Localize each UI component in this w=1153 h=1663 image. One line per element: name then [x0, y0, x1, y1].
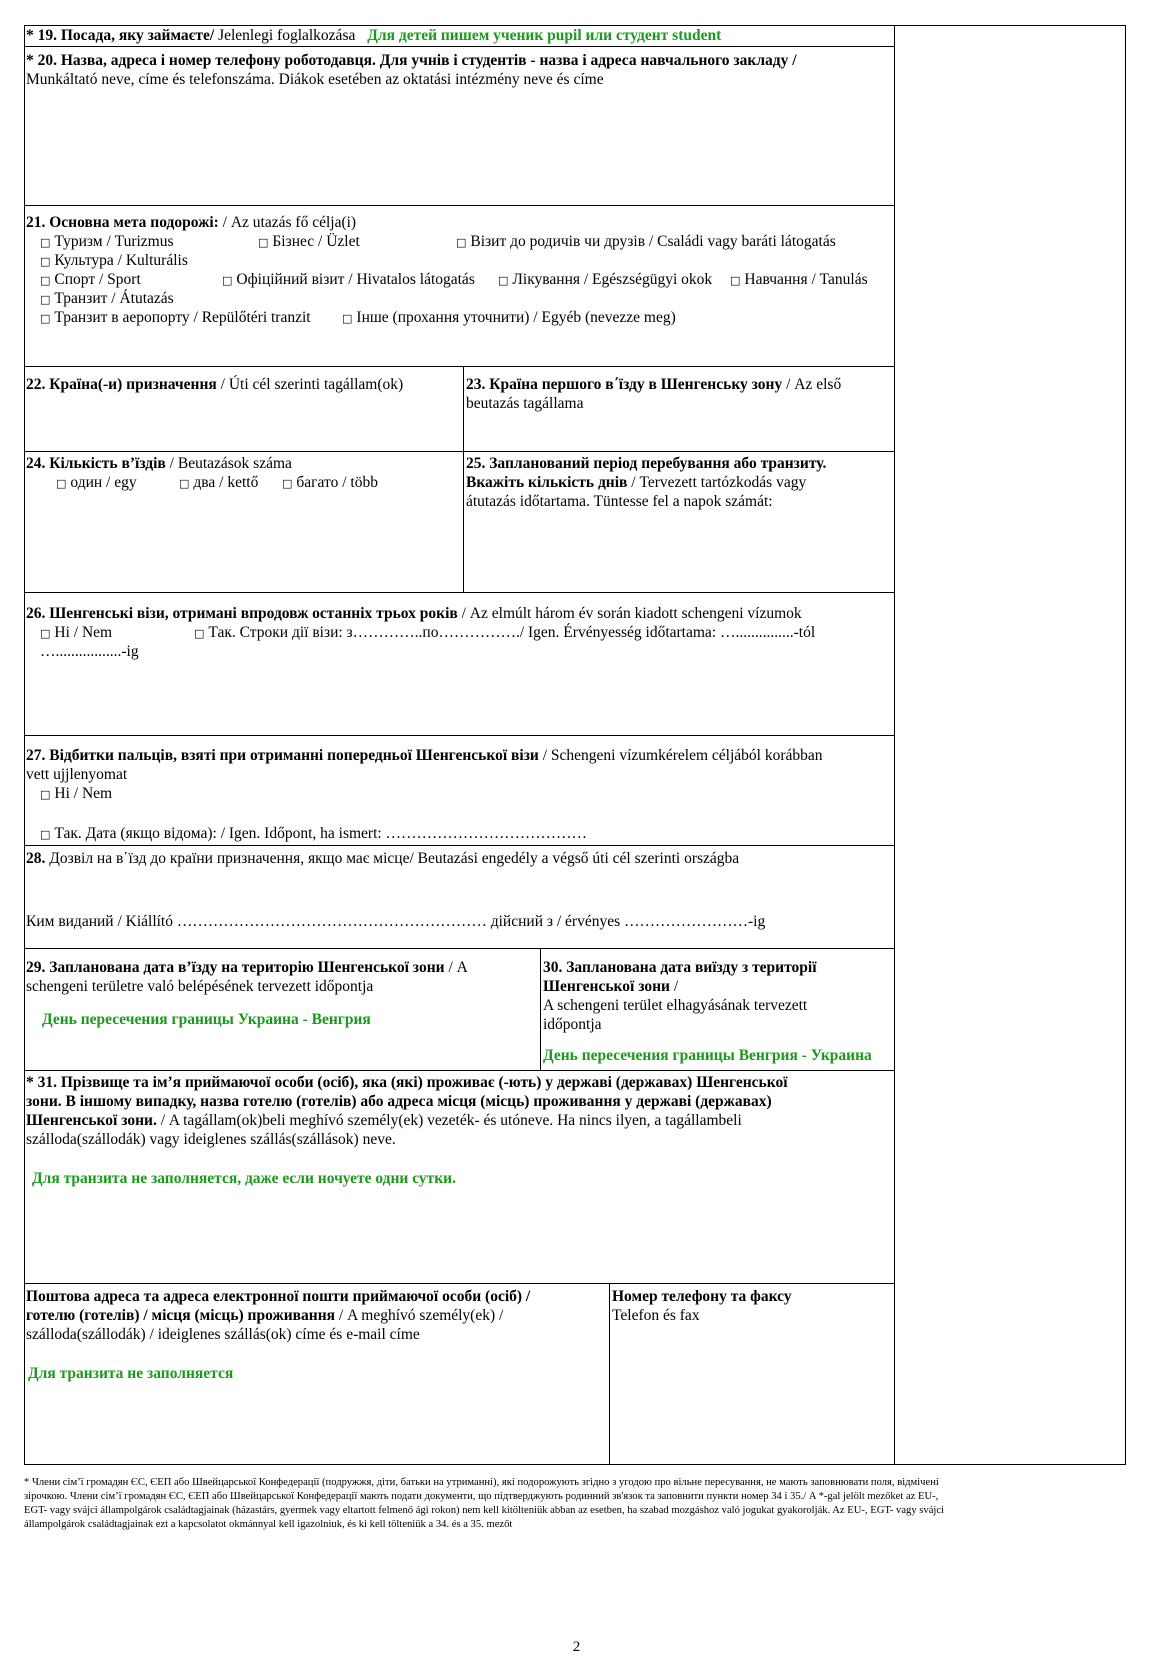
entries-single-option[interactable] — [56, 473, 137, 493]
field-19-hu: Jelenlegi foglalkozása — [218, 27, 356, 44]
option-label: Туризм / Turizmus — [54, 233, 174, 250]
checkbox-icon[interactable]: □ — [40, 255, 51, 268]
checkbox-icon[interactable]: □ — [179, 477, 190, 490]
purpose-airport-transit-option[interactable] — [40, 308, 311, 328]
purpose-medical-option[interactable] — [498, 270, 712, 290]
field-28-issuer-line: Ким виданий / Kiállító …………………………………………………… дійсний з / érvényes ……………………-ig — [26, 913, 766, 930]
field-30-label: 30. Запланована дата виїзду з території — [543, 959, 817, 976]
host-address-line1: Поштова адреса та адреса електронної пошти приймаючої особи (осіб) / — [26, 1288, 531, 1305]
option-label: Бізнес / Üzlet — [272, 233, 360, 250]
field-24-hu: / Beutazások száma — [169, 455, 292, 472]
divider — [24, 46, 894, 47]
divider — [24, 205, 894, 206]
field-23-hu2: beutazás tagállama — [466, 395, 584, 412]
checkbox-icon[interactable]: □ — [222, 274, 233, 287]
field-19[interactable] — [26, 26, 892, 45]
phone-fax-label: Номер телефону та факсу — [612, 1288, 792, 1305]
field-25-hu2: átutazás időtartama. Tüntesse fel a napok számát: — [466, 493, 773, 510]
field-28-label: 28. — [26, 850, 46, 867]
option-label: Навчання / Tanulás — [744, 271, 868, 288]
schengen-visa-yes-option[interactable] — [194, 623, 815, 643]
checkbox-icon[interactable]: □ — [40, 828, 51, 841]
field-20-hu: Munkáltató neve, címe és telefonszáma. Diákok esetében az oktatási intézmény neve és címe — [26, 71, 604, 88]
footnote — [24, 1476, 1128, 1532]
field-27-label: 27. Відбитки пальців, взяті при отриманні попередньої Шенгенської візи — [26, 747, 539, 764]
field-30-hu: / — [673, 978, 679, 995]
option-label: Лікування / Egészségügyi okok — [512, 271, 713, 288]
footnote-line3: EGT- vagy svájci állampolgárok családtagjainak (házastárs, gyermek vagy eltartott felmenő ági rokon) nem kell kitölteniük abban az esetben, ha szabad mozgáshoz való jogukat gyakorolják. Az EU-, EGT- vagy svájci — [24, 1505, 944, 1516]
host-address-line2: готелю (готелів) / місця (місць) проживання — [26, 1307, 336, 1324]
field-24-label: 24. Кількість в’їздів — [26, 455, 166, 472]
checkbox-icon[interactable]: □ — [56, 477, 67, 490]
field-31-line4: szálloda(szállodák) vagy ideiglenes szállás(szállások) neve. — [26, 1131, 396, 1148]
checkbox-icon[interactable]: □ — [498, 274, 509, 287]
field-30-note: День пересечения границы Венгрия - Украина — [543, 1047, 872, 1064]
purpose-study-option[interactable] — [730, 270, 868, 290]
checkbox-icon[interactable]: □ — [342, 312, 353, 325]
host-address-field[interactable] — [26, 1287, 606, 1383]
purpose-culture-option[interactable] — [40, 251, 188, 271]
checkbox-icon[interactable]: □ — [40, 788, 51, 801]
purpose-business-option[interactable] — [258, 232, 360, 252]
checkbox-icon[interactable]: □ — [456, 236, 467, 249]
field-22-label: 22. Країна(-и) призначення — [26, 376, 217, 393]
divider — [24, 592, 894, 593]
field-31-note: Для транзита не заполняется, даже если ночуете одни сутки. — [32, 1170, 456, 1187]
right-column-divider — [894, 25, 895, 1465]
host-address-line2-hu: / A meghívó személy(ek) / — [338, 1307, 504, 1324]
option-label: Офіційний візит / Hivatalos látogatás — [236, 271, 475, 288]
phone-fax-field[interactable] — [612, 1287, 892, 1325]
purpose-official-option[interactable] — [222, 270, 475, 290]
purpose-tourism-option[interactable] — [40, 232, 174, 252]
option-label: Так. Дата (якщо відома): / Igen. Időpont, ha ismert: ………………………………… — [54, 825, 588, 842]
field-29-label: 29. Запланована дата в’їзду на територію Шенгенської зони — [26, 959, 445, 976]
schengen-visa-no-option[interactable] — [40, 623, 112, 643]
divider — [24, 1070, 894, 1071]
host-address-note: Для транзита не заполняется — [28, 1365, 234, 1382]
field-27-hu2: vett ujjlenyomat — [26, 766, 128, 783]
option-label: Транзит / Átutazás — [54, 290, 174, 307]
checkbox-icon[interactable]: □ — [258, 236, 269, 249]
field-29[interactable] — [26, 958, 538, 1029]
purpose-transit-option[interactable] — [40, 289, 174, 309]
checkbox-icon[interactable]: □ — [40, 274, 51, 287]
field-29-note: День пересечения границы Украина - Венгрия — [42, 1011, 371, 1028]
footnote-line2: зірочкою. Члени сім’ї громадян ЄС, ЄЕП або Швейцарської Конфедерації мають подати документи, що підтверджують родинний зв'язок та заповнити пункти номер 34 і 35./ A *-gal jelölt mezőket az EU-, — [24, 1491, 939, 1502]
field-31-line3: Шенгенської зони. — [26, 1112, 157, 1129]
footnote-line1: * Члени сім’ї громадян ЄС, ЄЕП або Швейцарської Конфедерації (подружжя, діти, батьки на утриманні), які подорожують згідно з угодою про вільне пересування, не мають заповнювати поля, відмічені — [24, 1477, 939, 1488]
checkbox-icon[interactable]: □ — [282, 477, 293, 490]
host-address-line3: szálloda(szállodák) / ideiglenes szállás(ok) címe és e-mail címe — [26, 1326, 420, 1343]
option-label: Інше (прохання уточнити) / Egyéb (nevezze meg) — [356, 309, 676, 326]
option-label: Культура / Kulturális — [54, 252, 188, 269]
divider — [609, 1283, 610, 1465]
purpose-sport-option[interactable] — [40, 270, 141, 290]
field-21-label: 21. Основна мета подорожі: — [26, 214, 219, 231]
divider — [24, 1283, 894, 1284]
fingerprints-yes-option[interactable] — [40, 824, 587, 844]
page-number: 2 — [572, 1639, 581, 1655]
field-27-hu: / Schengeni vízumkérelem céljából korábban — [542, 747, 823, 764]
option-label: один / egy — [70, 474, 137, 491]
checkbox-icon[interactable]: □ — [40, 236, 51, 249]
field-31-line2: зони. В іншому випадку, назва готелю (готелів) або адреса місця (місць) проживання у державі (державах) — [26, 1093, 772, 1110]
divider — [463, 366, 464, 592]
field-25[interactable] — [466, 454, 892, 511]
entries-multiple-option[interactable] — [282, 473, 378, 493]
field-30-hu3: időpontja — [543, 1016, 602, 1033]
field-29-hu2: schengeni területre való belépésének tervezett időpontja — [26, 978, 374, 995]
field-25-label2: Вкажіть кількість днів — [466, 474, 628, 491]
option-label: Спорт / Sport — [54, 271, 141, 288]
field-20-label: * 20. Назва, адреса і номер телефону роботодавця. Для учнів і студентів - назва і адреса навчального закладу / — [26, 52, 797, 69]
option-label: Візит до родичів чи друзів / Családi vagy baráti látogatás — [470, 233, 836, 250]
option-label: два / kettő — [193, 474, 259, 491]
checkbox-icon[interactable]: □ — [730, 274, 741, 287]
field-26-hu: / Az elmúlt három év során kiadott schengeni vízumok — [461, 605, 802, 622]
field-19-label: * 19. Посада, яку займаєте/ — [26, 27, 215, 44]
field-21[interactable] — [26, 213, 892, 327]
checkbox-icon[interactable]: □ — [40, 293, 51, 306]
option-label: Так. Строки дії візи: з…………..по……………./ Igen. Érvényesség időtartama: …...............-tól — [208, 624, 816, 641]
field-28[interactable] — [26, 849, 892, 931]
footnote-line4: állampolgárok családtagjainak ezt a kapcsolatot okmánnyal kell igazolniuk, és ki kell tölteniük a 34. és a 35. mezőt — [24, 1519, 513, 1530]
option-label: Ні / Nem — [54, 785, 113, 802]
field-19-note: Для детей пишем ученик pupil или студент student — [367, 27, 722, 44]
divider — [24, 366, 894, 367]
field-30-label2: Шенгенської зони — [543, 978, 670, 995]
checkbox-icon[interactable]: □ — [194, 627, 205, 640]
checkbox-icon[interactable]: □ — [40, 627, 51, 640]
field-22[interactable] — [26, 375, 461, 394]
phone-fax-hu: Telefon és fax — [612, 1307, 700, 1324]
divider — [24, 948, 894, 949]
option-label: Транзит в аеропорту / Repülőtéri tranzit — [54, 309, 311, 326]
field-20[interactable] — [26, 51, 892, 89]
checkbox-icon[interactable]: □ — [40, 312, 51, 325]
field-27[interactable] — [26, 746, 892, 843]
field-23-label: 23. Країна першого в΄їзду в Шенгенську зону — [466, 376, 783, 393]
field-31[interactable] — [26, 1073, 892, 1188]
purpose-visit-option[interactable] — [456, 232, 836, 252]
field-23-hu: / Az első — [786, 376, 842, 393]
field-25-hu: / Tervezett tartózkodás vagy — [631, 474, 807, 491]
option-label: багато / több — [296, 474, 378, 491]
divider — [24, 735, 894, 736]
field-25-label: 25. Запланований період перебування або транзиту. — [466, 455, 827, 472]
field-28-text: Дозвіл на в΄їзд до країни призначення, якщо має місце/ Beutazási engedély a végső úti cél szerinti országba — [49, 850, 740, 867]
field-31-line3-hu: / A tagállam(ok)beli meghívó személy(ek) vezeték- és utóneve. Ha nincs ilyen, a tagállambeli — [160, 1112, 742, 1129]
option-label: Ні / Nem — [54, 624, 113, 641]
divider — [24, 451, 894, 452]
field-21-hu: / Az utazás fő célja(i) — [222, 214, 357, 231]
field-22-hu: / Úti cél szerinti tagállam(ok) — [216, 376, 404, 393]
field-30[interactable] — [543, 958, 893, 1065]
field-30-hu2: A schengeni terület elhagyásának tervezett — [543, 997, 808, 1014]
field-26-to-date: ….................-ig — [40, 643, 139, 660]
field-29-hu: / A — [448, 959, 468, 976]
purpose-other-option[interactable] — [342, 308, 676, 328]
fingerprints-no-option[interactable] — [40, 784, 112, 804]
field-23[interactable] — [466, 375, 892, 413]
field-26-label: 26. Шенгенські візи, отримані впродовж останніх трьох років — [26, 605, 458, 622]
field-24[interactable] — [26, 454, 461, 492]
divider — [24, 845, 894, 846]
divider — [540, 948, 541, 1070]
field-26[interactable] — [26, 604, 892, 661]
entries-two-option[interactable] — [179, 473, 258, 493]
field-31-line1: * 31. Прізвище та ім’я приймаючої особи (осіб), яка (які) проживає (-ють) у державі (державах) Шенгенської — [26, 1074, 788, 1091]
